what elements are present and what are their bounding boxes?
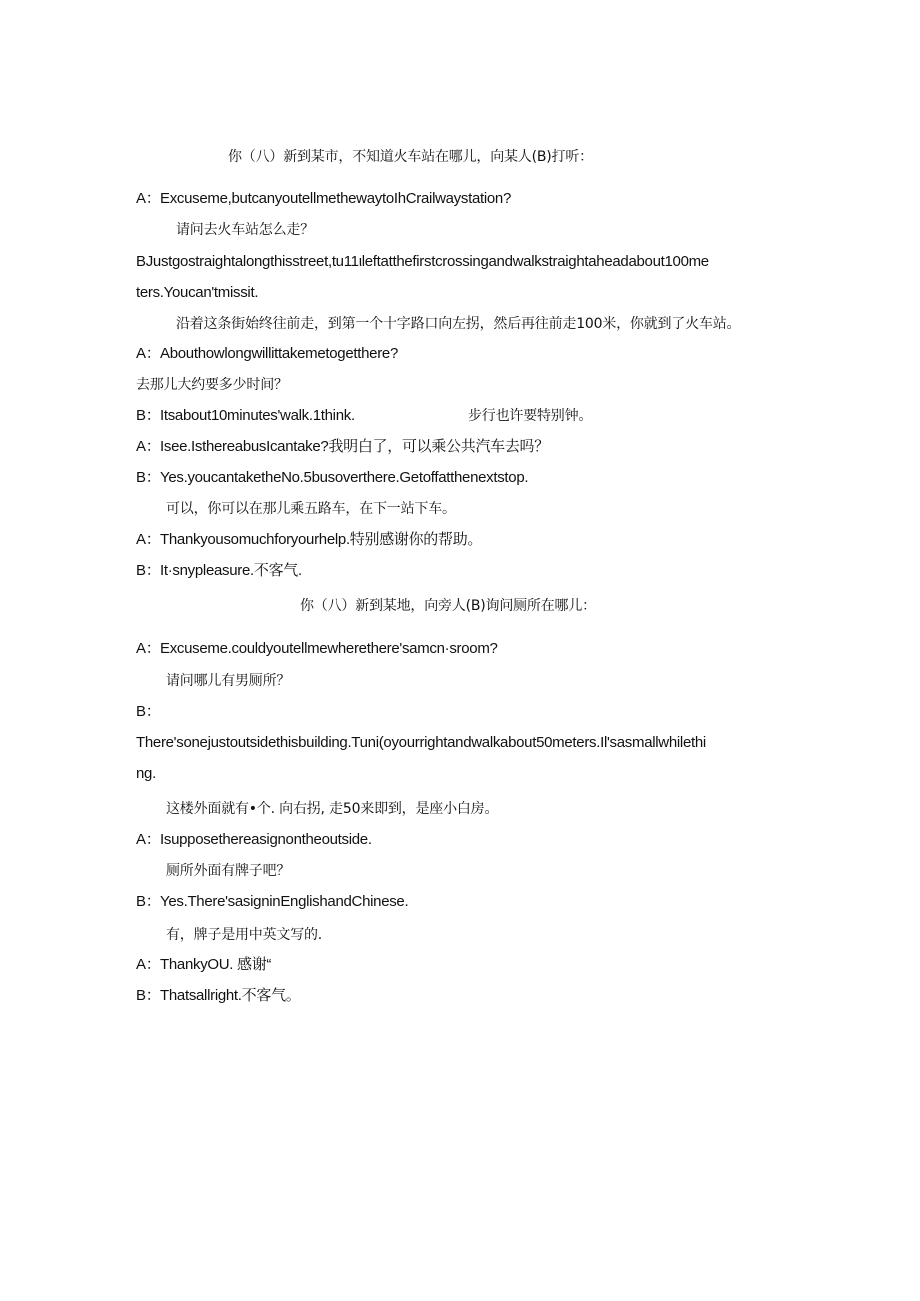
dialog1-heading: 你（八）新到某市，不知道火车站在哪儿，向某人(B)打听：	[228, 149, 593, 165]
line-text: It·snypleasure.不客气.	[160, 562, 302, 579]
speaker-label: A：	[136, 831, 161, 848]
dialog2-line-2: 请问哪儿有男厕所？	[166, 673, 291, 689]
line-text: Yes.There'sasigninEnglishandChinese.	[160, 893, 409, 910]
dialog1-line-8-translation: 步行也许要特别钟。	[468, 408, 593, 424]
line-text: Itsabout10minutes'walk.1think.	[160, 407, 355, 424]
dialog1-line-12	[136, 531, 482, 549]
speaker-label: A：	[136, 190, 161, 207]
speaker-label: B：	[136, 407, 161, 424]
dialog2-line-7	[136, 831, 372, 849]
dialog1-line-10	[136, 469, 528, 487]
dialog1-line-9	[136, 438, 549, 456]
dialog1-line-2: 请问去火车站怎么走？	[176, 222, 314, 238]
speaker-label: A：	[136, 531, 161, 548]
dialog1-line-13	[136, 562, 302, 580]
line-text: Yes.youcantaketheNo.5busoverthere.Getoffatthenextstop.	[160, 469, 529, 486]
dialog2-line-3	[136, 703, 160, 721]
dialog2-line-5: ng.	[136, 765, 156, 782]
dialog2-line-8: 厕所外面有牌子吧？	[166, 863, 291, 879]
dialog2-line-10: 有，牌子是用中英文写的.	[166, 927, 323, 943]
speaker-label: B：	[136, 987, 161, 1004]
line-text: Thatsallright.不客气。	[160, 987, 301, 1004]
dialog1-line-11: 可以，你可以在那儿乘五路车，在下一站下车。	[166, 501, 456, 517]
speaker-label: A：	[136, 345, 161, 362]
line-text: Isupposethereasignontheoutside.	[160, 831, 372, 848]
dialog1-line-6	[136, 345, 398, 363]
line-text: Isee.IsthereabusIcantake?我明白了，可以乘公共汽车去吗？	[160, 438, 549, 455]
line-text: Excuseme.couldyoutellmewherethere'samcn·sroom?	[160, 640, 498, 657]
dialog2-line-1	[136, 640, 498, 658]
dialog2-line-12	[136, 987, 300, 1005]
line-text: Abouthowlongwillittakemetogetthere?	[160, 345, 398, 362]
dialog1-line-8	[136, 407, 355, 425]
speaker-label: B：	[136, 562, 161, 579]
speaker-label: B：	[136, 469, 161, 486]
dialog2-line-6: 这楼外面就有•个. 向右拐, 走50来即到，是座小白房。	[166, 801, 499, 817]
line-text: ThankyOU. 感谢“	[160, 956, 272, 973]
dialog1-line-3: BJustgostraightalongthisstreet,tu11ιleftatthefirstcrossingandwalkstraightaheadabout100me	[136, 253, 709, 270]
speaker-label: A：	[136, 956, 161, 973]
dialog1-line-5: 沿着这条街始终往前走，到第一个十字路口向左拐，然后再往前走100米，你就到了火车站。	[176, 316, 741, 332]
dialog2-line-11	[136, 956, 271, 974]
speaker-label: B：	[136, 893, 161, 910]
speaker-label: A：	[136, 438, 161, 455]
dialog2-heading: 你（八）新到某地，向旁人(B)询问厕所在哪儿：	[300, 598, 596, 614]
line-text: Excuseme,butcanyoutellmethewaytoIhCrailwaystation?	[160, 190, 512, 207]
dialog1-line-7: 去那儿大约要多少时间？	[136, 377, 288, 393]
dialog2-line-9	[136, 893, 408, 911]
dialog2-line-4: There'sonejustoutsidethisbuilding.Tuni(oyourrightandwalkabout50meters.Il'sasmallwhilethi	[136, 734, 706, 751]
line-text: Thankyousomuchforyourhelp.特别感谢你的帮助。	[160, 531, 483, 548]
speaker-label: A：	[136, 640, 161, 657]
dialog1-line-1	[136, 190, 511, 208]
dialog1-line-4: ters.Youcan'tmissit.	[136, 284, 259, 301]
speaker-label: B：	[136, 703, 161, 720]
